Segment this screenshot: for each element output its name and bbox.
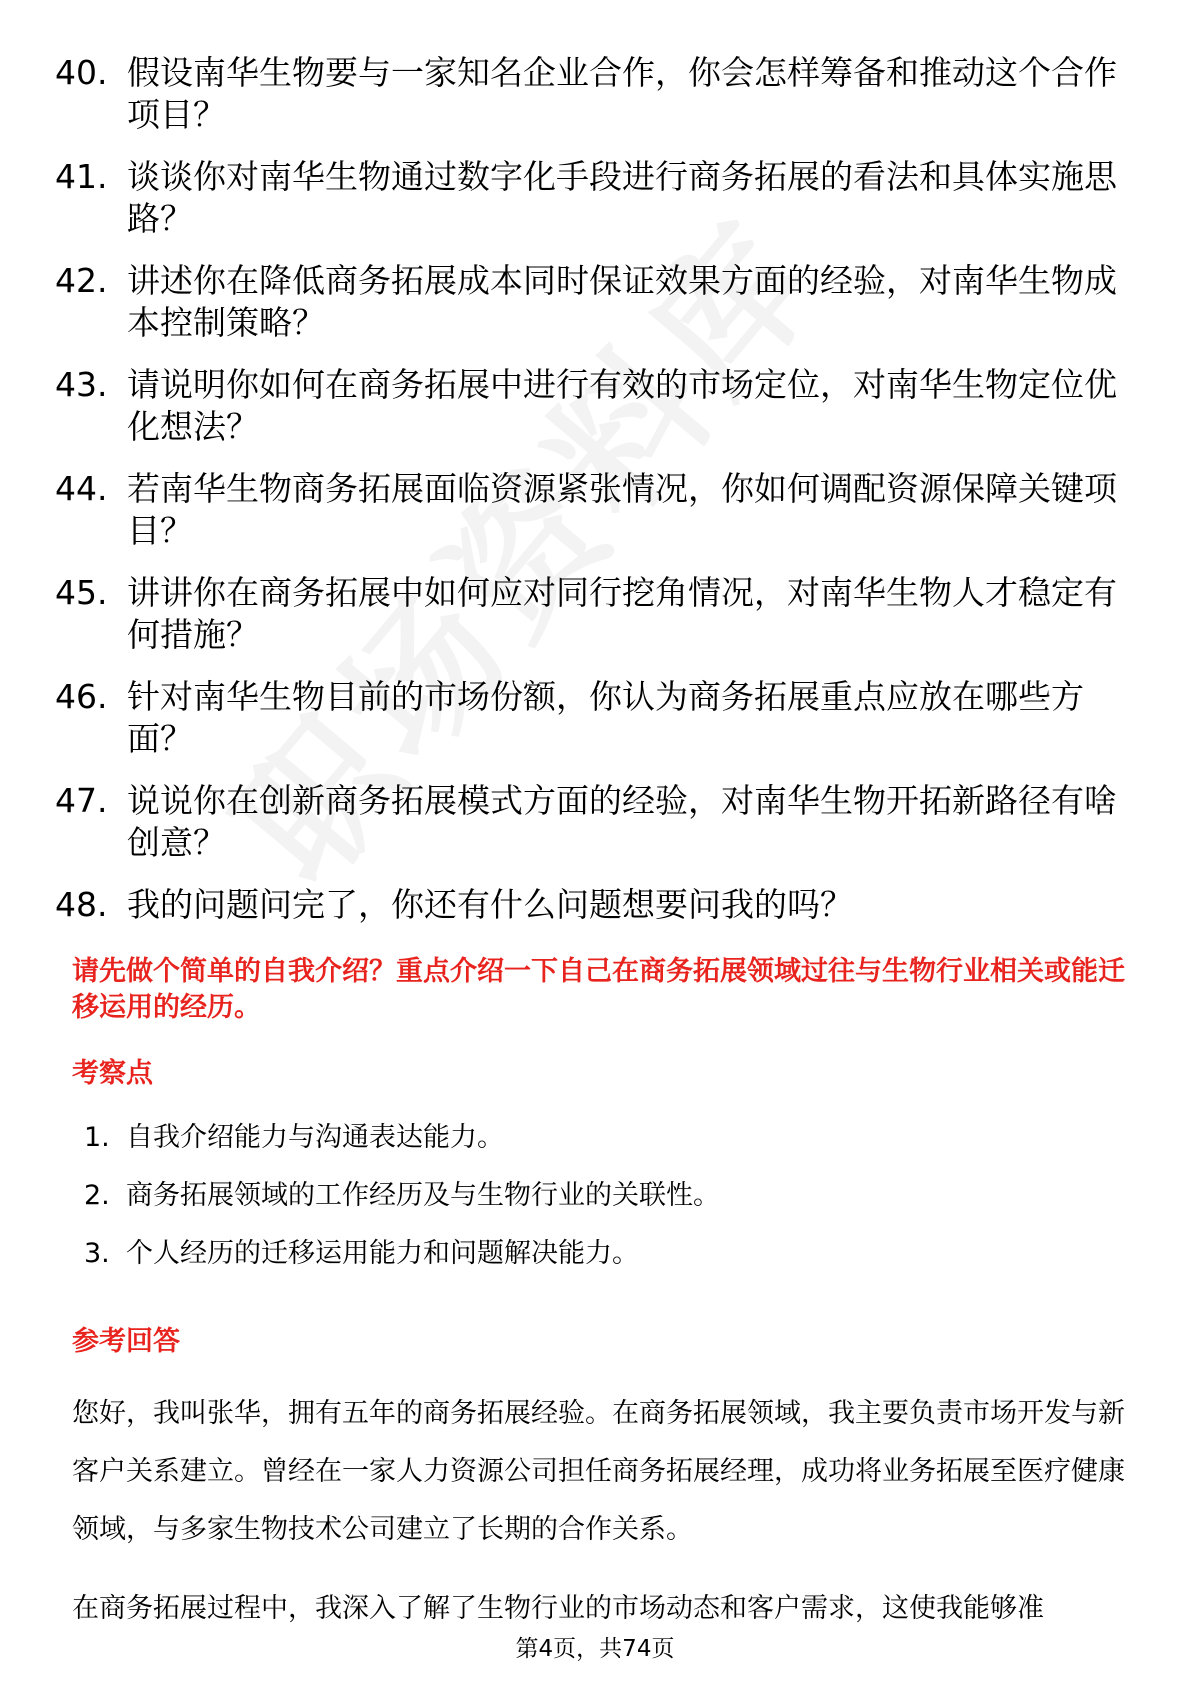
question-text: 针对南华生物目前的市场份额，你认为商务拓展重点应放在哪些方面？: [127, 677, 1084, 758]
list-item: [55, 468, 1140, 552]
question-number: 44.: [55, 469, 108, 508]
question-number: 46.: [55, 677, 108, 716]
page-number: 第4页，共74页: [515, 1636, 675, 1662]
list-item: [84, 1178, 1084, 1214]
question-text: 若南华生物商务拓展面临资源紧张情况，你如何调配资源保障关键项目？: [127, 469, 1117, 550]
list-item: [55, 364, 1140, 448]
list-item: [55, 52, 1140, 136]
answer-heading: 参考回答: [72, 1326, 180, 1357]
question-number: 40.: [55, 53, 108, 92]
answer-paragraph: 在商务拓展过程中，我深入了解了生物行业的市场动态和客户需求，这使我能够准: [72, 1593, 1044, 1624]
question-list: [55, 52, 1140, 946]
list-item: [55, 780, 1140, 864]
question-text: 讲讲你在商务拓展中如何应对同行挖角情况，对南华生物人才稳定有何措施？: [127, 573, 1117, 654]
answer-paragraph: 您好，我叫张华，拥有五年的商务拓展经验。在商务拓展领域，我主要负责市场开发与新客户关系建立。曾经在一家人力资源公司担任商务拓展经理，成功将业务拓展至医疗健康领域，与多家生物技术公司建立了长期的合作关系。: [72, 1398, 1125, 1545]
question-text: 谈谈你对南华生物通过数字化手段进行商务拓展的看法和具体实施思路？: [127, 157, 1117, 238]
question-number: 41.: [55, 157, 108, 196]
question-text: 假设南华生物要与一家知名企业合作，你会怎样筹备和推动这个合作项目？: [127, 53, 1117, 134]
question-text: 讲述你在降低商务拓展成本同时保证效果方面的经验，对南华生物成本控制策略？: [127, 261, 1117, 342]
question-number: 45.: [55, 573, 108, 612]
list-item: [84, 1236, 1084, 1272]
question-number: 48.: [55, 885, 108, 924]
list-item: [84, 1120, 1084, 1156]
examination-points: [84, 1120, 1084, 1294]
point-number: 1.: [84, 1122, 110, 1153]
examination-heading: 考察点: [72, 1058, 153, 1089]
list-item: [55, 156, 1140, 240]
list-item: [55, 884, 1140, 926]
point-text: 自我介绍能力与沟通表达能力。: [126, 1122, 504, 1153]
question-text: 请说明你如何在商务拓展中进行有效的市场定位，对南华生物定位优化想法？: [127, 365, 1117, 446]
question-number: 43.: [55, 365, 108, 404]
question-text: 说说你在创新商务拓展模式方面的经验，对南华生物开拓新路径有啥创意？: [127, 781, 1117, 862]
point-number: 2.: [84, 1180, 110, 1211]
question-number: 47.: [55, 781, 108, 820]
point-text: 个人经历的迁移运用能力和问题解决能力。: [126, 1238, 639, 1269]
point-number: 3.: [84, 1238, 110, 1269]
question-number: 42.: [55, 261, 108, 300]
question-text: 我的问题问完了，你还有什么问题想要问我的吗？: [127, 885, 853, 924]
list-item: [55, 572, 1140, 656]
highlight-question: 请先做个简单的自我介绍？重点介绍一下自己在商务拓展领域过往与生物行业相关或能迁移运用的经历。: [72, 956, 1125, 1023]
list-item: [55, 260, 1140, 344]
point-text: 商务拓展领域的工作经历及与生物行业的关联性。: [126, 1180, 720, 1211]
list-item: [55, 676, 1140, 760]
